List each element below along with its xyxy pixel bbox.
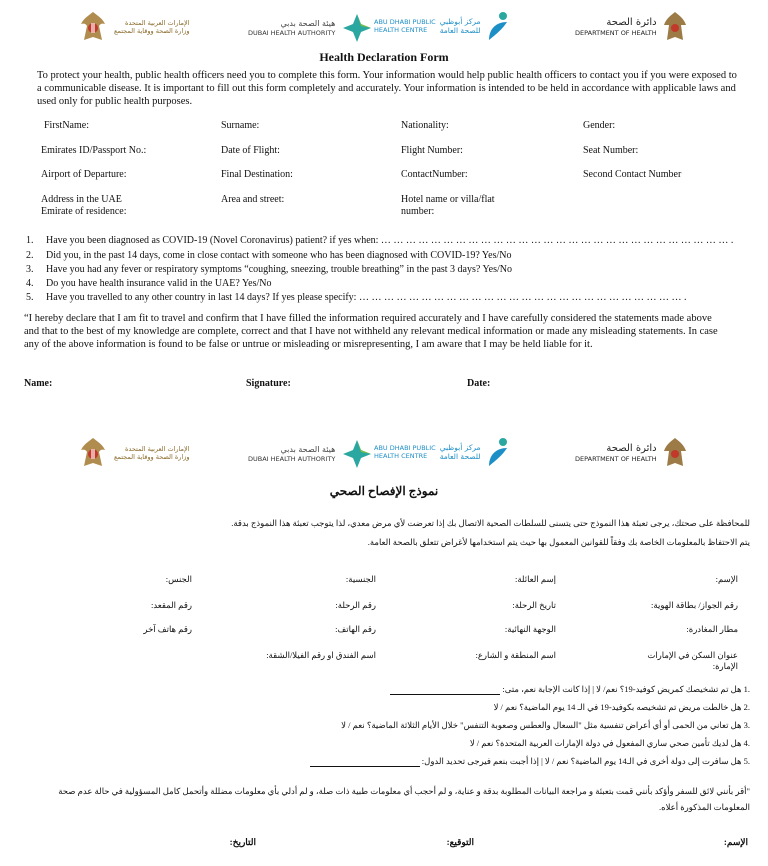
question-number: 3. <box>26 264 34 275</box>
question-text: Have you had any fever or respiratory symptoms “coughing, sneezing, trouble breathing” in the past 3 days? Yes/No <box>46 264 512 275</box>
uae-ministry-logo-2 <box>78 436 190 470</box>
question-1 <box>26 235 733 247</box>
question-number: .3 <box>743 720 750 730</box>
question-text: Do you have health insurance valid in the UAE? Yes/No <box>46 278 272 289</box>
adphc-figure-icon <box>483 436 513 468</box>
declaration-text: “I hereby declare that I am fit to travel and confirm that I have filled the information required accurately and I have carefully considered the statements made above and that to the best of my knowledge are complete, correct and that I have not withheld any relevant medical information or made any misleading statements. In case any of the above information is found to be false or untrue or misleading or misrepresenting, I am aware that I may be held liable for it. <box>24 313 718 350</box>
question-4 <box>26 278 272 290</box>
ar-name-field[interactable]: الإسم: <box>715 574 738 584</box>
answer-line[interactable] <box>390 686 500 695</box>
adphc-ar-1: مركز أبوظبي <box>439 16 481 26</box>
adphc-logo-2 <box>374 436 513 468</box>
uae-logo-text-2: وزارة الصحة ووقاية المجتمع <box>114 453 190 461</box>
flight-number-field[interactable]: Flight Number: <box>401 145 463 156</box>
adphc-figure-icon <box>483 10 513 42</box>
ar-other-phone-field[interactable]: رقم هاتف آخر <box>143 624 192 634</box>
ar-question-5 <box>310 756 750 767</box>
address-field[interactable] <box>41 194 127 218</box>
uae-ministry-logo <box>78 10 190 44</box>
question-text: Have you travelled to any other country in last 14 days? If yes please specify: … … … … … … … … … … … … … … … … … … … … … … … … … … . <box>46 292 687 303</box>
adphc-en-2: HEALTH CENTRE <box>374 26 428 34</box>
ar-question-2 <box>494 702 750 713</box>
question-text: Have you been diagnosed as COVID-19 (Novel Coronavirus) patient? if yes when: … … … … … … … … … … … … … … … … … … … … … … … … … … … … . <box>46 235 734 246</box>
arabic-intro-2: يتم الاحتفاظ بالمعلومات الخاصة بك وفقاً للقوانين المعمول بها حيث يتم استخدامها لأغراض تتعلق بالصحة العامة. <box>367 537 750 547</box>
page-title: Health Declaration Form <box>319 50 449 64</box>
name-label[interactable]: Name: <box>24 378 53 389</box>
question-text: هل تعاني من الحمى أو أي أعراض تنفسية مثل "السعال والعطس وصعوبة التنفس" خلال الأيام الثلاثة الماضية؟ نعم / لا <box>341 720 742 730</box>
seat-number-field[interactable]: Seat Number: <box>583 145 639 156</box>
question-text: هل تم تشخيصك كمريض كوفيد-19؟ نعم/ لا | إذا كانت الإجابة نعم، متى: <box>502 684 742 694</box>
ar-question-4 <box>470 738 750 749</box>
ar-question-1 <box>390 684 750 695</box>
ar-destination-field[interactable]: الوجهة النهائية: <box>504 624 556 634</box>
question-text: هل خالطت مريض تم تشخيصه بكوفيد-19 في الـ 14 يوم الماضية؟ نعم / لا <box>493 702 742 712</box>
question-number: 2. <box>26 250 34 261</box>
arabic-declaration-2: المعلومات المذكورة أعلاه. <box>659 802 750 812</box>
emirate-label: Emirate of residence: <box>41 206 127 217</box>
first-name-field[interactable]: FirstName: <box>44 120 89 131</box>
adphc-en-2: HEALTH CENTRE <box>374 452 428 460</box>
ar-address-field[interactable] <box>647 650 738 672</box>
nationality-field[interactable]: Nationality: <box>401 120 449 131</box>
surname-field[interactable]: Surname: <box>221 120 260 131</box>
question-number: 1. <box>26 235 34 246</box>
uae-logo-text-2: وزارة الصحة ووقاية المجتمع <box>114 27 190 35</box>
doh-logo-2 <box>575 436 689 470</box>
ar-area-field[interactable]: اسم المنطقة و الشارع: <box>475 650 556 660</box>
ar-address-label: عنوان السكن في الإمارات <box>647 650 738 660</box>
dha-leaf-icon <box>337 10 379 46</box>
question-number: .5 <box>743 756 750 766</box>
ar-hotel-field[interactable]: اسم الفندق او رقم الفيلا/الشقة: <box>266 650 376 660</box>
hotel-label: Hotel name or villa/flat <box>401 194 495 205</box>
gender-field[interactable]: Gender: <box>583 120 616 131</box>
signature-label[interactable]: Signature: <box>246 378 291 389</box>
intro-paragraph: To protect your health, public health officers need you to complete this form. Your information would help public health officers to contact you if you were exposed to a communicable disease. It is important to fill out this form completely and accurately. Your information is intended to be held in accordance with applicable laws and used only for public health purposes. <box>37 70 737 107</box>
question-number: 4. <box>26 278 34 289</box>
dha-logo-2 <box>248 436 379 472</box>
ar-phone-field[interactable]: رقم الهاتف: <box>335 624 376 634</box>
ar-question-3 <box>341 720 750 731</box>
ar-signature-label[interactable]: التوقيع: <box>446 837 474 847</box>
ar-airport-field[interactable]: مطار المغادرة: <box>686 624 738 634</box>
doh-logo <box>575 10 689 44</box>
logo-bar-bottom <box>0 436 768 482</box>
doh-logo-en: DEPARTMENT OF HEALTH <box>575 29 657 38</box>
address-label: Address in the UAE <box>41 194 122 205</box>
arabic-intro-1: للمحافظة على صحتك، يرجى تعبئة هذا النموذج حتى يتسنى للسلطات الصحية الاتصال بك إذا تعرضت لأي مرض معدي، لذا يتوجب تعبئة هذا النموذج بدقة. <box>231 518 750 528</box>
question-text: هل سافرت إلى دولة أخرى في الـ14 يوم الماضية؟ نعم / لا | إذا أجبت بنعم فيرجى تحديد الدول: <box>421 756 742 766</box>
ar-gender-field[interactable]: الجنس: <box>165 574 192 584</box>
airport-field[interactable]: Airport of Departure: <box>41 169 127 180</box>
uae-emblem-icon <box>78 10 108 44</box>
hotel-label-2: number: <box>401 206 435 217</box>
dha-logo-en: DUBAI HEALTH AUTHORITY <box>248 454 336 463</box>
abu-dhabi-emblem-icon <box>661 10 689 44</box>
date-of-flight-field[interactable]: Date of Flight: <box>221 145 280 156</box>
date-label[interactable]: Date: <box>467 378 491 389</box>
contact-number-field[interactable]: ContactNumber: <box>401 169 468 180</box>
question-text: Did you, in the past 14 days, come in close contact with someone who has been diagnosed with COVID-19? Yes/No <box>46 250 512 261</box>
second-contact-field[interactable]: Second Contact Number <box>583 169 682 180</box>
question-5 <box>26 292 686 304</box>
dha-leaf-icon <box>337 436 379 472</box>
dha-logo-ar: هيئة الصحة بدبي <box>280 18 336 28</box>
question-number: .4 <box>743 738 750 748</box>
question-3 <box>26 264 512 276</box>
adphc-ar-2: للصحة العامة <box>439 26 481 35</box>
doh-logo-en: DEPARTMENT OF HEALTH <box>575 455 657 464</box>
adphc-en-1: ABU DHABI PUBLIC <box>374 443 436 452</box>
ar-seat-field[interactable]: رقم المقعد: <box>150 600 192 610</box>
ar-nationality-field[interactable]: الجنسية: <box>345 574 376 584</box>
ar-emirate-label: الإمارة: <box>712 661 738 671</box>
dha-logo <box>248 10 379 46</box>
question-text: هل لديك تأمين صحي ساري المفعول في دولة الإمارات العربية المتحدة؟ نعم / لا <box>469 738 742 748</box>
uae-logo-text: الإمارات العربية المتحدة <box>125 18 190 27</box>
ar-flight-number-field[interactable]: رقم الرحلة: <box>335 600 376 610</box>
ar-passport-field[interactable]: رقم الجواز/ بطاقة الهوية: <box>651 600 738 610</box>
hotel-field[interactable] <box>401 194 495 218</box>
uae-emblem-icon <box>78 436 108 470</box>
arabic-declaration-1: "أقر بأنني لائق للسفر وأؤكد بأنني قمت بتعبئة و مراجعة البيانات المطلوبة بدقة و عناية، و لم أحجب أي معلومات طبية ذات صلة، و لم أدلي بأي معلومات مضللة وأتحمل كامل المسؤولية في حالة عدم صحة <box>58 786 750 796</box>
emirates-id-field[interactable]: Emirates ID/Passport No.: <box>41 145 147 156</box>
adphc-logo <box>374 10 513 42</box>
doh-logo-ar: دائرة الصحة <box>606 442 657 454</box>
ar-name-label[interactable]: الإسم: <box>723 837 748 847</box>
adphc-ar-2: للصحة العامة <box>439 452 481 461</box>
arabic-title: نموذج الإفصاح الصحي <box>329 484 439 498</box>
area-field[interactable]: Area and street: <box>221 194 285 205</box>
final-destination-field[interactable]: Final Destination: <box>221 169 293 180</box>
question-number: .2 <box>743 702 750 712</box>
adphc-en-1: ABU DHABI PUBLIC <box>374 17 436 26</box>
abu-dhabi-emblem-icon <box>661 436 689 470</box>
doh-logo-ar: دائرة الصحة <box>606 16 657 28</box>
dha-logo-en: DUBAI HEALTH AUTHORITY <box>248 28 336 37</box>
ar-date-of-flight-field[interactable]: تاريخ الرحلة: <box>512 600 556 610</box>
answer-line[interactable] <box>310 758 420 767</box>
dha-logo-ar: هيئة الصحة بدبي <box>280 444 336 454</box>
uae-logo-text: الإمارات العربية المتحدة <box>125 444 190 453</box>
ar-date-label[interactable]: التاريخ: <box>229 837 256 847</box>
question-number: 5. <box>26 292 34 303</box>
adphc-ar-1: مركز أبوظبي <box>439 442 481 452</box>
ar-family-field[interactable]: إسم العائلة: <box>514 574 556 584</box>
question-number: .1 <box>743 684 750 694</box>
question-2 <box>26 250 511 262</box>
